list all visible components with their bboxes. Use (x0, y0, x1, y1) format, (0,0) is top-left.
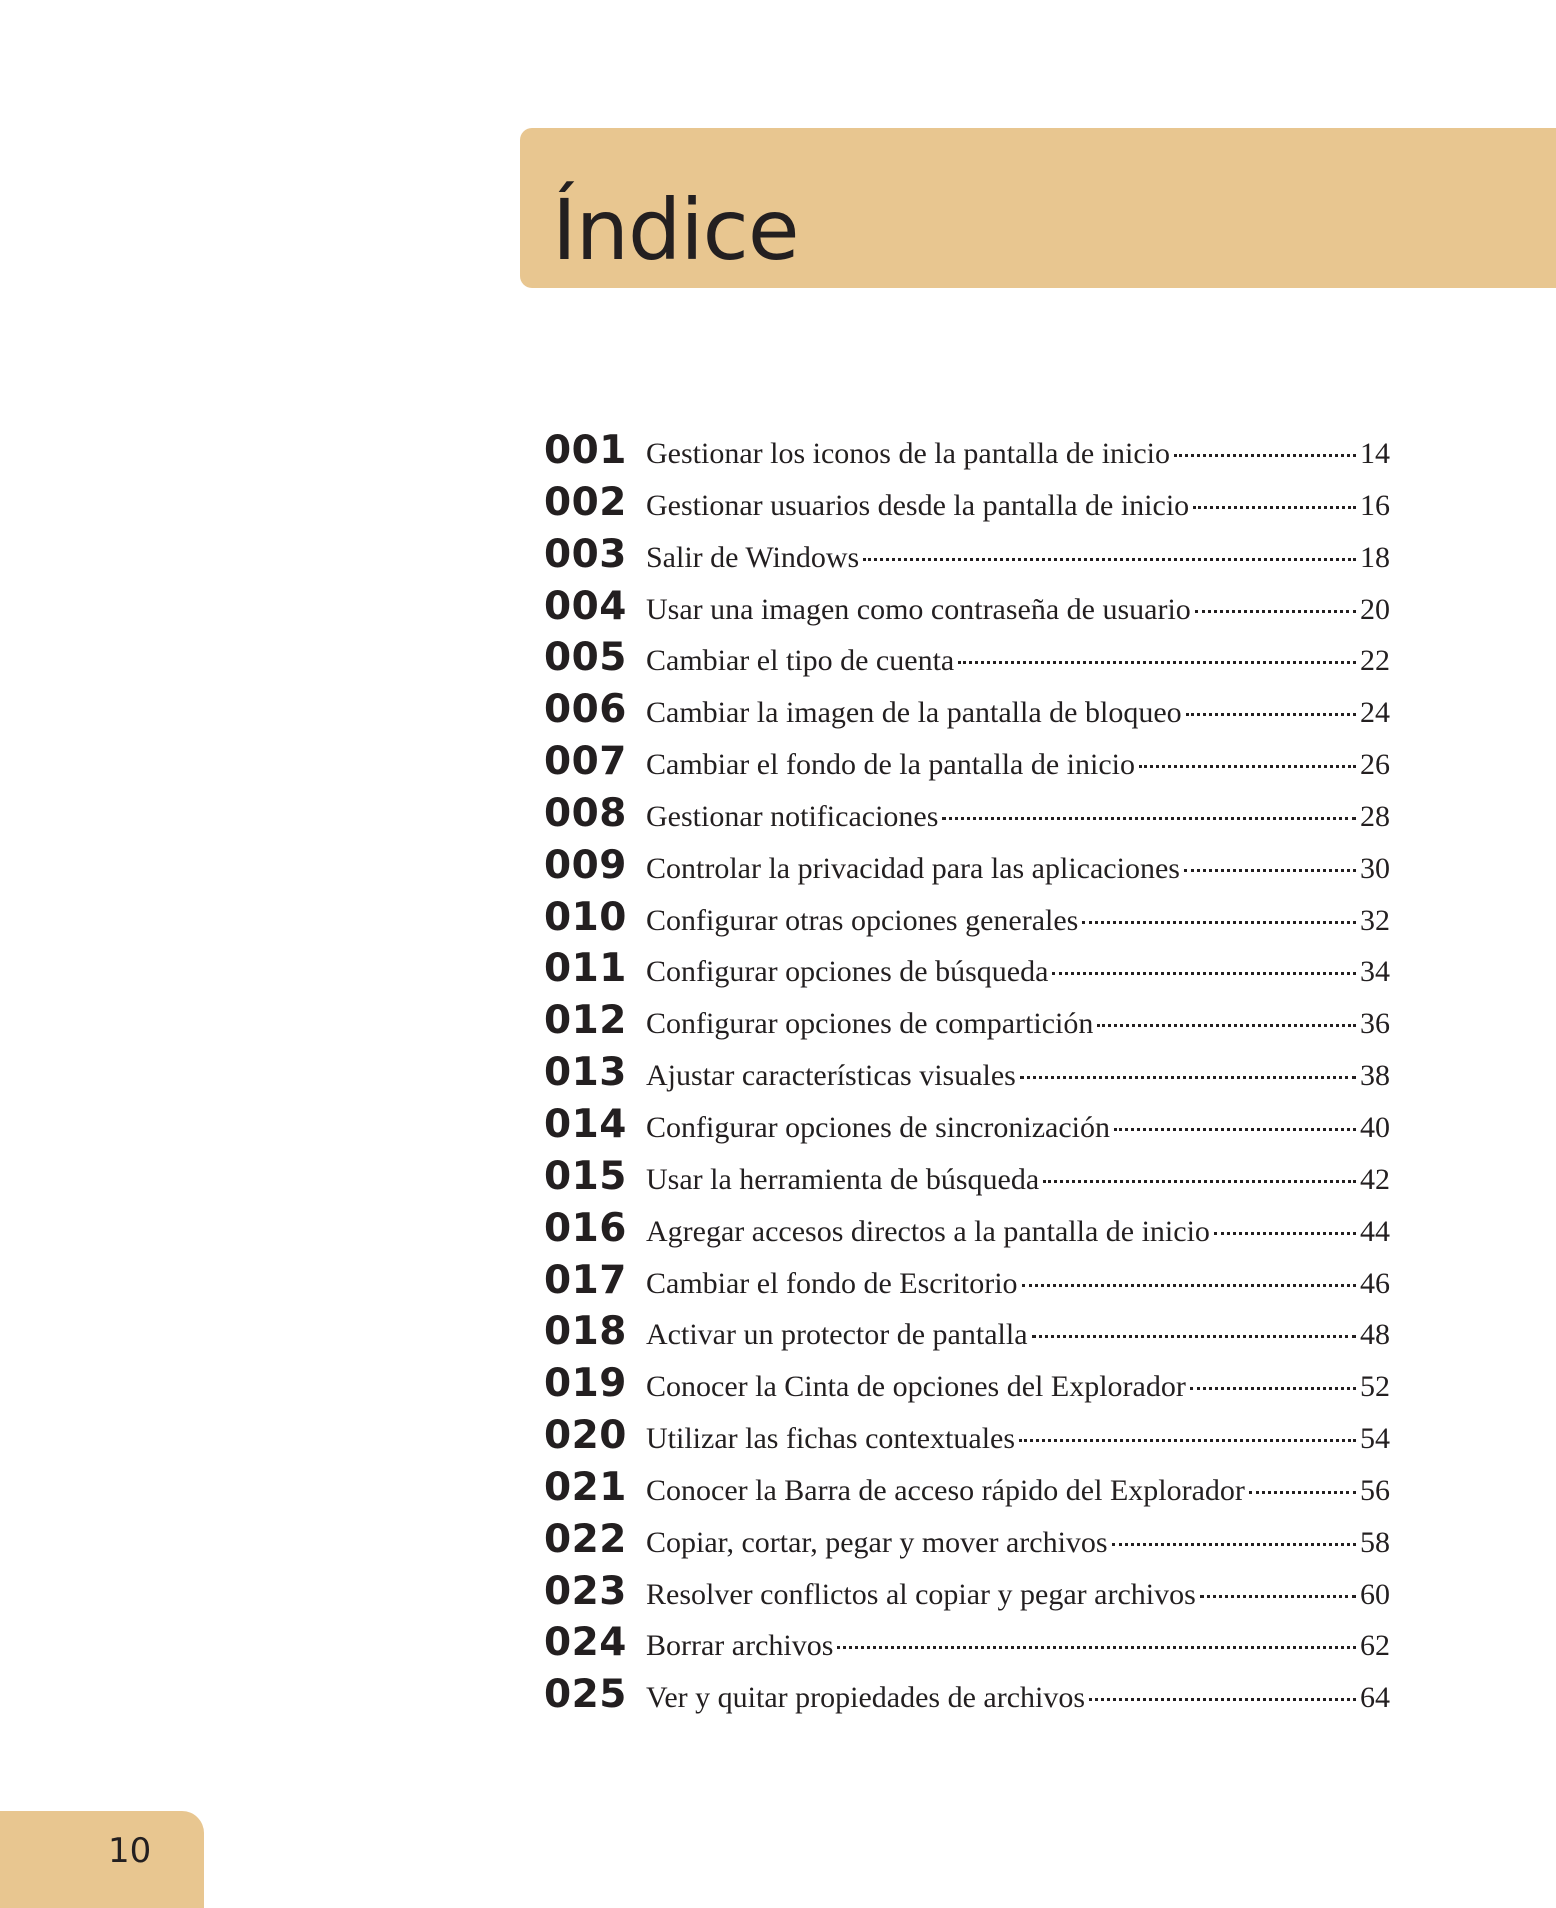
toc-entry-number: 025 (544, 1672, 627, 1718)
toc-entry-title[interactable]: Cambiar el fondo de Escritorio (646, 1266, 1018, 1300)
toc-entry[interactable] (544, 1258, 1390, 1310)
toc-entry-number: 017 (544, 1257, 627, 1303)
toc-entry-page[interactable]: 62 (1360, 1629, 1390, 1663)
toc-entry-title[interactable]: Activar un protector de pantalla (646, 1318, 1028, 1352)
toc-dot-leader (1200, 1595, 1356, 1598)
toc-entry-page[interactable]: 16 (1360, 488, 1390, 522)
toc-dot-leader (1139, 765, 1356, 768)
toc-entry-number: 013 (544, 1050, 627, 1096)
toc-entry-page[interactable]: 40 (1360, 1110, 1390, 1144)
page-number-tab (0, 1811, 204, 1908)
toc-entry-page[interactable]: 52 (1360, 1370, 1390, 1404)
toc-entry-title[interactable]: Usar la herramienta de búsqueda (646, 1162, 1040, 1196)
toc-entry-title[interactable]: Configurar opciones de búsqueda (646, 955, 1049, 989)
toc-entry-number: 021 (544, 1464, 627, 1510)
toc-entry[interactable] (544, 1569, 1390, 1621)
toc-entry-page[interactable]: 36 (1360, 1007, 1390, 1041)
toc-entry-title[interactable]: Gestionar los iconos de la pantalla de inicio (646, 437, 1171, 470)
toc-entry-title[interactable]: Usar una imagen como contraseña de usuario (646, 592, 1191, 626)
toc-dot-leader (1043, 1180, 1356, 1183)
toc-entry[interactable] (544, 428, 1390, 480)
toc-dot-leader (1114, 1128, 1356, 1131)
toc-entry-title[interactable]: Cambiar la imagen de la pantalla de bloqueo (646, 696, 1182, 730)
toc-entry[interactable] (544, 1517, 1390, 1569)
toc-entry-title[interactable]: Controlar la privacidad para las aplicaciones (646, 851, 1180, 885)
toc-entry-page[interactable]: 32 (1360, 903, 1390, 937)
toc-entry-title[interactable]: Conocer la Cinta de opciones del Explorador (646, 1370, 1186, 1404)
toc-entry-number: 016 (544, 1205, 627, 1251)
toc-entry[interactable] (544, 1206, 1390, 1258)
toc-dot-leader (837, 1646, 1356, 1649)
toc-entry[interactable] (544, 1154, 1390, 1206)
page-title: Índice (552, 181, 799, 279)
toc-entry[interactable] (544, 1672, 1390, 1724)
toc-entry-page[interactable]: 14 (1360, 437, 1390, 470)
toc-entry-number: 010 (544, 894, 627, 940)
toc-entry-page[interactable]: 20 (1360, 592, 1390, 626)
toc-dot-leader (863, 558, 1356, 561)
toc-entry-title[interactable]: Resolver conflictos al copiar y pegar archivos (646, 1577, 1196, 1611)
toc-entry-page[interactable]: 18 (1360, 540, 1390, 574)
toc-dot-leader (1186, 713, 1356, 716)
toc-entry-title[interactable]: Configurar opciones de compartición (646, 1007, 1094, 1041)
toc-entry[interactable] (544, 1465, 1390, 1517)
toc-dot-leader (942, 817, 1356, 820)
toc-dot-leader (1032, 1335, 1356, 1338)
toc-entry-number: 020 (544, 1413, 627, 1459)
toc-entry-number: 024 (544, 1620, 627, 1666)
toc-entry[interactable] (544, 480, 1390, 532)
toc-entry-number: 001 (544, 428, 627, 473)
toc-entry-page[interactable]: 54 (1360, 1422, 1390, 1456)
toc-entry[interactable] (544, 1102, 1390, 1154)
toc-entry-page[interactable]: 42 (1360, 1162, 1390, 1196)
toc-entry-number: 004 (544, 583, 627, 629)
toc-entry[interactable] (544, 1309, 1390, 1361)
toc-entry[interactable] (544, 1050, 1390, 1102)
toc-entry-number: 022 (544, 1516, 627, 1562)
toc-dot-leader (1097, 1024, 1356, 1027)
toc-entry-page[interactable]: 58 (1360, 1525, 1390, 1559)
toc-entry-number: 003 (544, 531, 627, 577)
toc-dot-leader (1022, 1284, 1356, 1287)
toc-dot-leader (958, 661, 1356, 664)
toc-entry[interactable] (544, 843, 1390, 895)
toc-entry-number: 006 (544, 687, 627, 733)
toc-entry-number: 011 (544, 946, 627, 992)
toc-entry[interactable] (544, 791, 1390, 843)
toc-dot-leader (1184, 869, 1356, 872)
toc-entry-title[interactable]: Cambiar el tipo de cuenta (646, 644, 955, 678)
toc-entry-page[interactable]: 38 (1360, 1059, 1390, 1093)
toc-entry[interactable] (544, 584, 1390, 636)
toc-dot-leader (1249, 1491, 1356, 1494)
toc-entry[interactable] (544, 739, 1390, 791)
toc-entry-title[interactable]: Agregar accesos directos a la pantalla de inicio (646, 1214, 1210, 1248)
toc-entry[interactable] (544, 946, 1390, 998)
toc-entry-page[interactable]: 48 (1360, 1318, 1390, 1352)
toc-entry-number: 012 (544, 998, 627, 1044)
toc-entry[interactable] (544, 532, 1390, 584)
table-of-contents (544, 428, 1390, 1724)
toc-entry-title[interactable]: Configurar opciones de sincronización (646, 1110, 1111, 1144)
toc-dot-leader (1019, 1439, 1356, 1442)
toc-entry-number: 009 (544, 842, 627, 888)
toc-dot-leader (1082, 921, 1356, 924)
toc-entry[interactable] (544, 635, 1390, 687)
toc-entry-page[interactable]: 44 (1360, 1214, 1390, 1248)
title-band (520, 128, 1556, 288)
toc-entry-title[interactable]: Conocer la Barra de acceso rápido del Explorador (646, 1473, 1245, 1507)
toc-dot-leader (1193, 506, 1356, 509)
toc-entry-title[interactable]: Ajustar características visuales (646, 1059, 1016, 1093)
toc-entry[interactable] (544, 1413, 1390, 1465)
toc-entry-number: 005 (544, 635, 627, 681)
toc-entry-page[interactable]: 24 (1360, 696, 1390, 730)
toc-entry-number: 014 (544, 1101, 627, 1147)
toc-entry-page[interactable]: 46 (1360, 1266, 1390, 1300)
toc-entry-title[interactable]: Utilizar las fichas contextuales (646, 1422, 1016, 1456)
toc-entry-number: 002 (544, 479, 627, 525)
toc-entry-page[interactable]: 28 (1360, 799, 1390, 833)
toc-entry-title[interactable]: Cambiar el fondo de la pantalla de inicio (646, 748, 1135, 782)
toc-entry-number: 007 (544, 739, 627, 785)
toc-entry[interactable] (544, 895, 1390, 947)
page-number: 10 (108, 1831, 152, 1871)
toc-dot-leader (1052, 972, 1356, 975)
toc-entry-title[interactable]: Gestionar notificaciones (646, 799, 939, 833)
toc-dot-leader (1214, 1232, 1356, 1235)
toc-entry-page[interactable]: 60 (1360, 1577, 1390, 1611)
toc-dot-leader (1174, 454, 1356, 457)
toc-entry-number: 008 (544, 790, 627, 836)
toc-entry-title[interactable]: Borrar archivos (646, 1629, 834, 1663)
toc-entry[interactable] (544, 1620, 1390, 1672)
toc-entry[interactable] (544, 998, 1390, 1050)
toc-entry-number: 018 (544, 1309, 627, 1355)
toc-dot-leader (1195, 610, 1356, 613)
toc-dot-leader (1190, 1387, 1356, 1390)
toc-dot-leader (1020, 1076, 1356, 1079)
toc-entry-title[interactable]: Configurar otras opciones generales (646, 903, 1079, 937)
toc-entry-page[interactable]: 30 (1360, 851, 1390, 885)
toc-entry-page[interactable]: 22 (1360, 644, 1390, 678)
toc-entry-title[interactable]: Gestionar usuarios desde la pantalla de inicio (646, 488, 1190, 522)
toc-dot-leader (1089, 1698, 1356, 1701)
toc-entry[interactable] (544, 1361, 1390, 1413)
toc-entry-page[interactable]: 34 (1360, 955, 1390, 989)
toc-dot-leader (1112, 1543, 1356, 1546)
toc-entry-number: 019 (544, 1361, 627, 1407)
toc-entry-page[interactable]: 26 (1360, 748, 1390, 782)
toc-entry-number: 023 (544, 1568, 627, 1614)
toc-entry-title[interactable]: Salir de Windows (646, 540, 860, 574)
toc-entry[interactable] (544, 687, 1390, 739)
toc-entry-title[interactable]: Ver y quitar propiedades de archivos (646, 1681, 1086, 1715)
toc-entry-title[interactable]: Copiar, cortar, pegar y mover archivos (646, 1525, 1108, 1559)
toc-entry-page[interactable]: 56 (1360, 1473, 1390, 1507)
toc-entry-number: 015 (544, 1153, 627, 1199)
toc-entry-page[interactable]: 64 (1360, 1681, 1390, 1715)
